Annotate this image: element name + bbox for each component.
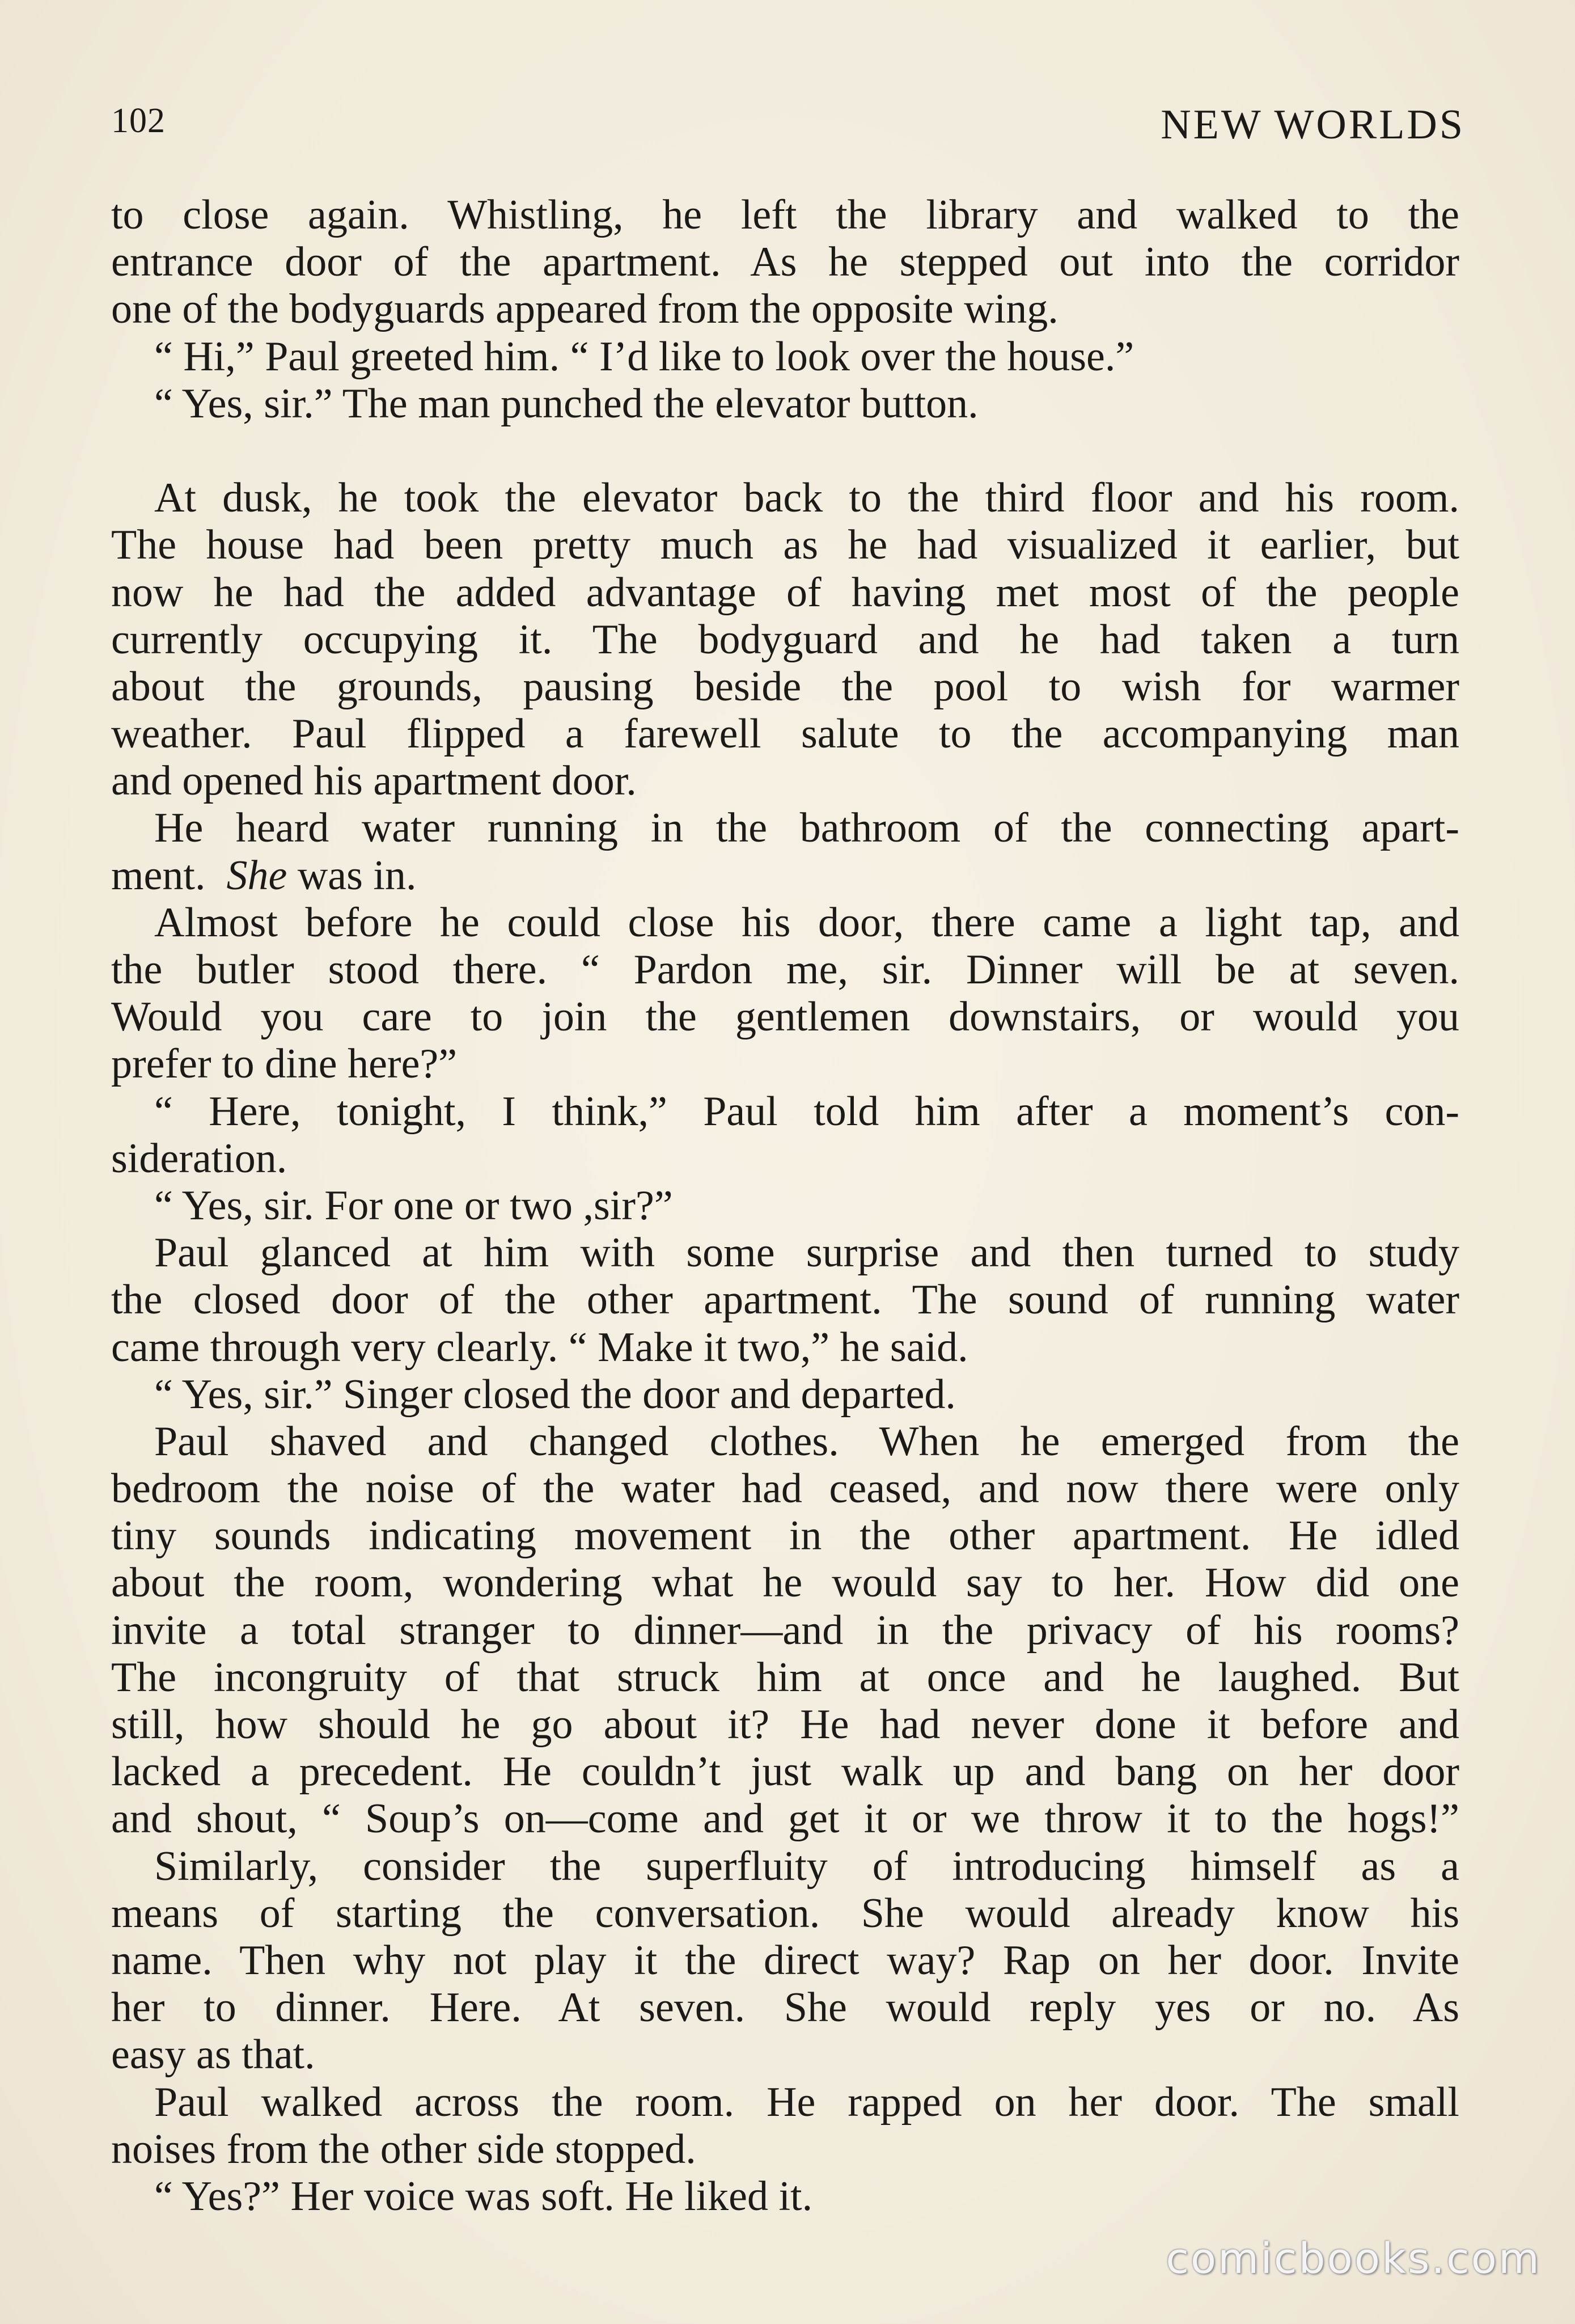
text-line: Would you care to join the gentlemen downstairs, or would you — [111, 994, 1459, 1041]
text-line: “ Yes, sir. For one or two ,sir?” — [154, 1182, 673, 1229]
text-line: one of the bodyguards appeared from the opposite wing. — [111, 286, 1059, 333]
text-line: about the room, wondering what he would say to her. How did one — [111, 1560, 1459, 1607]
text-line: her to dinner. Here. At seven. She would reply yes or no. As — [111, 1984, 1459, 2031]
text-line: prefer to dine here?” — [111, 1041, 458, 1088]
text-line: The house had been pretty much as he had visualized it earlier, but — [111, 522, 1459, 569]
text-line: He heard water running in the bathroom of the connecting apart- — [154, 805, 1459, 852]
body-text — [111, 192, 1459, 2220]
text-line: “ Here, tonight, I think,” Paul told him after a moment’s con- — [154, 1088, 1459, 1135]
text-line: bedroom the noise of the water had ceased, and now there were only — [111, 1465, 1459, 1512]
text-fragment: was in. — [297, 852, 417, 899]
text-line: now he had the added advantage of having met most of the people — [111, 569, 1459, 616]
text-line: easy as that. — [111, 2031, 315, 2078]
text-line: about the grounds, pausing beside the pool to wish for warmer — [111, 663, 1459, 710]
text-line: the butler stood there. “ Pardon me, sir. Dinner will be at seven. — [111, 946, 1459, 993]
text-line: and opened his apartment door. — [111, 758, 637, 805]
text-line: means of starting the conversation. She would already know his — [111, 1890, 1459, 1937]
text-line: “ Yes, sir.” Singer closed the door and departed. — [154, 1371, 956, 1418]
page-number: 102 — [111, 102, 166, 140]
text-line: “ Yes, sir.” The man punched the elevator button. — [154, 380, 979, 427]
text-line: currently occupying it. The bodyguard and he had taken a turn — [111, 616, 1459, 663]
text-line: weather. Paul flipped a farewell salute to the accompanying man — [111, 711, 1459, 758]
text-line: name. Then why not play it the direct way? Rap on her door. Invite — [111, 1937, 1459, 1984]
text-line: entrance door of the apartment. As he stepped out into the corridor — [111, 239, 1459, 286]
text-line: sideration. — [111, 1135, 287, 1182]
section-break — [111, 428, 1459, 475]
italic-word: She — [226, 852, 287, 899]
running-head: NEW WORLDS — [1161, 102, 1465, 148]
page-header — [111, 101, 1465, 152]
text-line: and shout, “ Soup’s on—come and get it or we throw it to the hogs!” — [111, 1795, 1459, 1843]
text-line: The incongruity of that struck him at once and he laughed. But — [111, 1654, 1459, 1701]
text-line-italic-mix — [111, 852, 1459, 899]
text-line: “ Yes?” Her voice was soft. He liked it. — [154, 2173, 813, 2220]
watermark: comicbooks.com — [1166, 2234, 1541, 2283]
text-line: invite a total stranger to dinner—and in the privacy of his rooms? — [111, 1607, 1459, 1654]
text-line: came through very clearly. “ Make it two,” he said. — [111, 1324, 968, 1371]
text-line: still, how should he go about it? He had never done it before and — [111, 1701, 1459, 1748]
text-line: Paul shaved and changed clothes. When he emerged from the — [154, 1418, 1459, 1465]
text-line: Almost before he could close his door, there came a light tap, and — [154, 899, 1459, 946]
text-line: the closed door of the other apartment. The sound of running water — [111, 1277, 1459, 1324]
text-line: Paul walked across the room. He rapped on her door. The small — [154, 2078, 1459, 2126]
text-line: “ Hi,” Paul greeted him. “ I’d like to look over the house.” — [154, 333, 1134, 380]
text-line: At dusk, he took the elevator back to the third floor and his room. — [154, 475, 1459, 522]
text-line: Paul glanced at him with some surprise and then turned to study — [154, 1229, 1459, 1277]
text-line: to close again. Whistling, he left the library and walked to the — [111, 192, 1459, 238]
text-fragment: ment. — [111, 852, 206, 899]
text-line: lacked a precedent. He couldn’t just walk up and bang on her door — [111, 1748, 1459, 1795]
text-line: tiny sounds indicating movement in the other apartment. He idled — [111, 1512, 1459, 1560]
text-line: noises from the other side stopped. — [111, 2126, 696, 2173]
text-line: Similarly, consider the superfluity of introducing himself as a — [154, 1843, 1459, 1890]
